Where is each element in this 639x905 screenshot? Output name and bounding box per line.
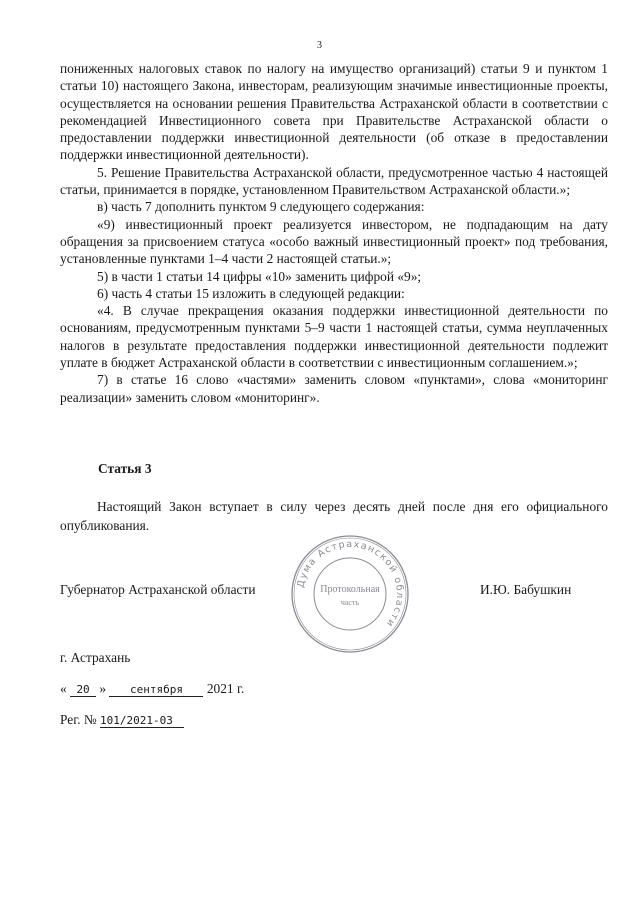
paragraph: «4. В случае прекращения оказания поддержки инвестиционной деятельности по основаниям, предусмотренным пунктами 5–9 части 1 настоящей статьи, сумма неуплаченных налогов в результате предоставления поддержки инвестиционной деятельности подлежит уплате в бюджет Астраханской области в соответствии с инвестиционным соглашением.»;: [60, 303, 608, 371]
enactment-paragraph: Настоящий Закон вступает в силу через десять дней после дня его официального опубликования.: [60, 499, 608, 533]
registration-label: Рег. №: [60, 712, 97, 727]
signing-date: [60, 681, 244, 697]
city: г. Астрахань: [60, 650, 131, 665]
signatory-name: И.Ю. Бабушкин: [480, 582, 572, 597]
paragraph: 5. Решение Правительства Астраханской области, предусмотренное частью 4 настоящей статьи, принимается в порядке, установленном Правительством Астраханской области.»;: [60, 164, 608, 198]
paragraph: 7) в статье 16 слово «частями» заменить словом «пунктами», слова «мониторинг реализации» заменить словом «мониторинг».: [60, 372, 608, 405]
paragraph: «9) инвестиционный проект реализуется инвестором, не подпадающим на дату обращения за присвоением статуса «особо важный инвестиционный проект» под требования, установленные пунктами 1–4 части 2 настоящей статьи.»;: [60, 216, 608, 267]
page-number: 3: [317, 40, 322, 51]
article-heading: Статья 3: [98, 461, 152, 476]
signatory-title: Губернатор Астраханской области: [60, 582, 256, 597]
body-text: [60, 60, 608, 406]
date-open-quote: «: [60, 681, 67, 696]
stamp-ring-text: Дума Астраханской области: [295, 538, 406, 630]
registration-line: [60, 712, 184, 728]
paragraph: пониженных налоговых ставок по налогу на имущество организаций) статьи 9 и пунктом 1 статьи 10) настоящего Закона, инвесторам, реализующим значимые инвестиционные проекты, осуществляется на основании решения Правительства Астраханской области в соответствии с рекомендацией Инвестиционного совета при Правительстве Астраханской области о предоставлении поддержки инвестиционной деятельности (об отказе в предоставлении поддержки инвестиционной деятельности).: [60, 61, 608, 163]
date-day: 20: [70, 683, 96, 697]
registration-number: 101/2021-03: [100, 714, 184, 728]
stamp-center-subtext: часть: [340, 598, 360, 607]
official-stamp: [288, 532, 412, 656]
paragraph: в) часть 7 дополнить пунктом 9 следующего содержания:: [97, 199, 425, 215]
stamp-center-text: Протокольная: [320, 584, 380, 595]
date-close-quote: »: [99, 681, 107, 696]
paragraph: 5) в части 1 статьи 14 цифры «10» заменить цифрой «9»;: [97, 268, 422, 284]
paragraph: 6) часть 4 статьи 15 изложить в следующей редакции:: [97, 285, 405, 301]
date-year: 2021 г.: [206, 681, 245, 696]
date-month: сентября: [109, 683, 203, 697]
